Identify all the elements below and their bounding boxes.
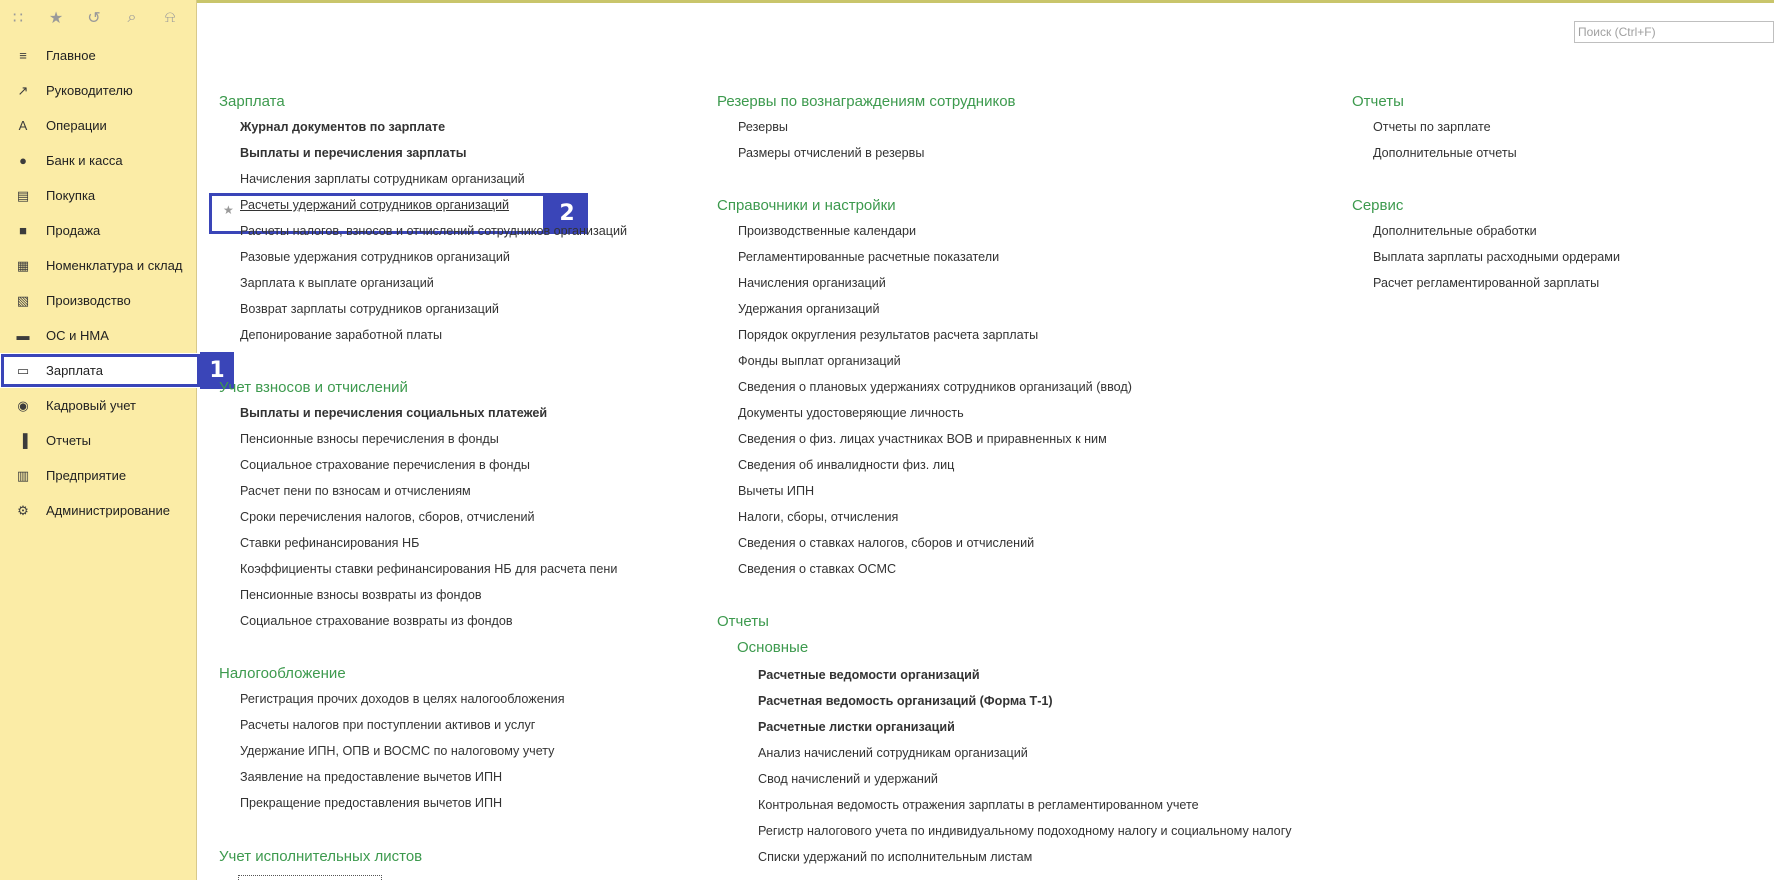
nav-link[interactable]: Расчет пени по взносам и отчислениям — [240, 484, 471, 498]
section-title: Резервы по вознаграждениям сотрудников — [717, 93, 1016, 110]
nav-link[interactable]: Разовые удержания сотрудников организаций — [240, 250, 510, 264]
nav-link[interactable]: Начисления организаций — [738, 276, 886, 290]
nav-link[interactable]: Контрольная ведомость отражения зарплаты в регламентированном учете — [758, 798, 1199, 812]
nav-link[interactable]: Ставки рефинансирования НБ — [240, 536, 420, 550]
nav-link[interactable]: Зарплата к выплате организаций — [240, 276, 434, 290]
sidebar-item-10[interactable] — [0, 388, 197, 423]
marker-2: 2 — [546, 193, 588, 234]
nav-link[interactable]: Пенсионные взносы возвраты из фондов — [240, 588, 482, 602]
sidebar-item-label: ОС и НМА — [46, 328, 109, 343]
section-title: Отчеты — [717, 613, 769, 630]
sidebar-item-2[interactable] — [0, 108, 197, 143]
cart-icon: ▤ — [16, 187, 30, 203]
apps-grid-icon[interactable]: ∷ — [12, 10, 24, 27]
nav-link[interactable]: Фонды выплат организаций — [738, 354, 901, 368]
search-input[interactable] — [1574, 21, 1774, 43]
nav-link[interactable]: Документы удостоверяющие личность — [738, 406, 964, 420]
sidebar-item-0[interactable] — [0, 38, 197, 73]
operations-icon: A — [18, 118, 28, 133]
sidebar-item-1[interactable] — [0, 73, 197, 108]
marker-1: 1 — [200, 352, 234, 389]
sidebar-item-3[interactable] — [0, 143, 197, 178]
nav-link[interactable]: Социальное страхование возвраты из фондов — [240, 614, 513, 628]
bell-icon[interactable]: ⍾ — [164, 9, 176, 26]
nav-link[interactable]: Регламентированные расчетные показатели — [738, 250, 1000, 264]
nav-link[interactable]: Расчеты налогов, взносов и отчислений сотрудников организаций — [240, 224, 628, 238]
nav-link[interactable]: Расчетные ведомости организаций — [758, 668, 980, 682]
nav-link[interactable]: Порядок округления результатов расчета зарплаты — [738, 328, 1039, 342]
sidebar-menu — [0, 38, 197, 528]
nav-link[interactable]: Расчетная ведомость организаций (Форма Т-1) — [758, 694, 1053, 708]
sidebar-item-label: Производство — [46, 293, 131, 308]
grid-icon: ▦ — [16, 257, 30, 273]
nav-link[interactable]: Возврат зарплаты сотрудников организаций — [240, 302, 499, 316]
nav-link[interactable]: Прекращение предоставления вычетов ИПН — [240, 796, 503, 810]
focus-outline — [238, 875, 382, 880]
nav-link[interactable]: Сведения о плановых удержаниях сотрудников организаций (ввод) — [738, 380, 1132, 394]
nav-link[interactable]: Социальное страхование перечисления в фонды — [240, 458, 530, 472]
nav-link[interactable]: Регистр налогового учета по индивидуальному подоходному налогу и социальному налогу — [758, 824, 1292, 838]
nav-link[interactable]: Пенсионные взносы перечисления в фонды — [240, 432, 499, 446]
sidebar-item-label: Главное — [46, 48, 96, 63]
top-border — [197, 0, 1774, 3]
section-title: Справочники и настройки — [717, 197, 896, 214]
nav-link[interactable]: Размеры отчислений в резервы — [738, 146, 925, 160]
nav-link[interactable]: Расчетные листки организаций — [758, 720, 955, 734]
nav-link[interactable]: Расчеты удержаний сотрудников организаций — [240, 198, 510, 212]
nav-link[interactable]: Дополнительные обработки — [1373, 224, 1537, 238]
section-title: Учет взносов и отчислений — [219, 379, 408, 396]
nav-link[interactable]: Выплаты и перечисления социальных платежей — [240, 406, 548, 420]
coin-icon: ● — [19, 153, 27, 168]
sidebar-item-7[interactable] — [0, 283, 197, 318]
section-title: Сервис — [1352, 197, 1404, 214]
nav-link[interactable]: Вычеты ИПН — [738, 484, 815, 498]
sidebar-item-label: Продажа — [46, 223, 101, 238]
nav-link[interactable]: Дополнительные отчеты — [1373, 146, 1517, 160]
nav-link[interactable]: Расчет регламентированной зарплаты — [1373, 276, 1600, 290]
sidebar — [0, 0, 197, 880]
nav-link[interactable]: Налоги, сборы, отчисления — [738, 510, 899, 524]
section-title: Отчеты — [1352, 93, 1404, 110]
sidebar-item-label: Предприятие — [46, 468, 127, 483]
sidebar-item-9[interactable] — [0, 353, 197, 388]
sidebar-toolbar — [0, 0, 197, 36]
nav-link[interactable]: Резервы — [738, 120, 788, 134]
nav-link[interactable]: Удержания организаций — [738, 302, 880, 316]
nav-link[interactable]: Сроки перечисления налогов, сборов, отчислений — [240, 510, 535, 524]
nav-link[interactable]: Расчеты налогов при поступлении активов и услуг — [240, 718, 536, 732]
nav-link[interactable]: Заявление на предоставление вычетов ИПН — [240, 770, 503, 784]
trend-icon: ↗ — [17, 82, 29, 98]
nav-link[interactable]: Депонирование заработной платы — [240, 328, 443, 342]
nav-link[interactable]: Выплата зарплаты расходными ордерами — [1373, 250, 1620, 264]
nav-link[interactable]: Журнал документов по зарплате — [240, 120, 446, 134]
sidebar-item-5[interactable] — [0, 213, 197, 248]
nav-link[interactable]: Выплаты и перечисления зарплаты — [240, 146, 467, 160]
sidebar-item-label: Кадровый учет — [46, 398, 136, 413]
sidebar-item-label: Руководителю — [46, 83, 133, 98]
nav-link[interactable]: Сведения о ставках ОСМС — [738, 562, 897, 576]
bag-icon: ■ — [19, 223, 27, 238]
section-title: Учет исполнительных листов — [219, 848, 423, 865]
sidebar-item-12[interactable] — [0, 458, 197, 493]
sidebar-item-11[interactable] — [0, 423, 197, 458]
nav-link[interactable]: Начисления зарплаты сотрудникам организаций — [240, 172, 525, 186]
nav-link[interactable]: Отчеты по зарплате — [1373, 120, 1491, 134]
factory-icon: ▧ — [16, 292, 30, 308]
nav-link[interactable]: Сведения о ставках налогов, сборов и отчислений — [738, 536, 1035, 550]
nav-link[interactable]: Производственные календари — [738, 224, 917, 238]
nav-link[interactable]: Сведения о физ. лицах участниках ВОВ и приравненных к ним — [738, 432, 1107, 446]
favorite-star-icon[interactable]: ★ — [223, 203, 234, 217]
sidebar-item-label: Номенклатура и склад — [46, 258, 183, 273]
sidebar-item-label: Администрирование — [46, 503, 170, 518]
sidebar-item-8[interactable] — [0, 318, 197, 353]
sidebar-item-label: Банк и касса — [46, 153, 123, 168]
history-icon[interactable]: ↺ — [87, 10, 101, 27]
bar-chart-icon: ▐ — [18, 433, 28, 448]
nav-link[interactable]: Коэффициенты ставки рефинансирования НБ для расчета пени — [240, 562, 618, 576]
building-icon: ▥ — [16, 467, 30, 483]
sidebar-item-4[interactable] — [0, 178, 197, 213]
gear-icon: ⚙ — [17, 502, 29, 518]
sidebar-item-label: Операции — [46, 118, 107, 133]
nav-link[interactable]: Свод начислений и удержаний — [758, 772, 938, 786]
nav-link[interactable]: Сведения об инвалидности физ. лиц — [738, 458, 955, 472]
sidebar-item-6[interactable] — [0, 248, 197, 283]
nav-link[interactable]: Удержание ИПН, ОПВ и ВОСМС по налоговому учету — [240, 744, 555, 758]
sidebar-item-label: Покупка — [46, 188, 96, 203]
wallet-icon: ▭ — [16, 362, 30, 378]
nav-link[interactable]: Списки удержаний по исполнительным листам — [758, 850, 1033, 864]
star-icon[interactable]: ★ — [48, 10, 64, 27]
menu-lines-icon: ≡ — [19, 48, 27, 63]
nav-link[interactable]: Регистрация прочих доходов в целях налогообложения — [240, 692, 565, 706]
subsection-title: Основные — [737, 639, 809, 656]
sidebar-item-label: Зарплата — [46, 363, 103, 378]
sidebar-item-13[interactable] — [0, 493, 197, 528]
nav-link[interactable]: Анализ начислений сотрудникам организаций — [758, 746, 1028, 760]
search-icon[interactable]: ⌕ — [127, 9, 137, 26]
sidebar-item-label: Отчеты — [46, 433, 91, 448]
section-title: Налогообложение — [219, 665, 346, 682]
truck-icon: ▬ — [16, 328, 30, 343]
section-title: Зарплата — [219, 93, 285, 110]
people-icon: ◉ — [17, 397, 29, 413]
